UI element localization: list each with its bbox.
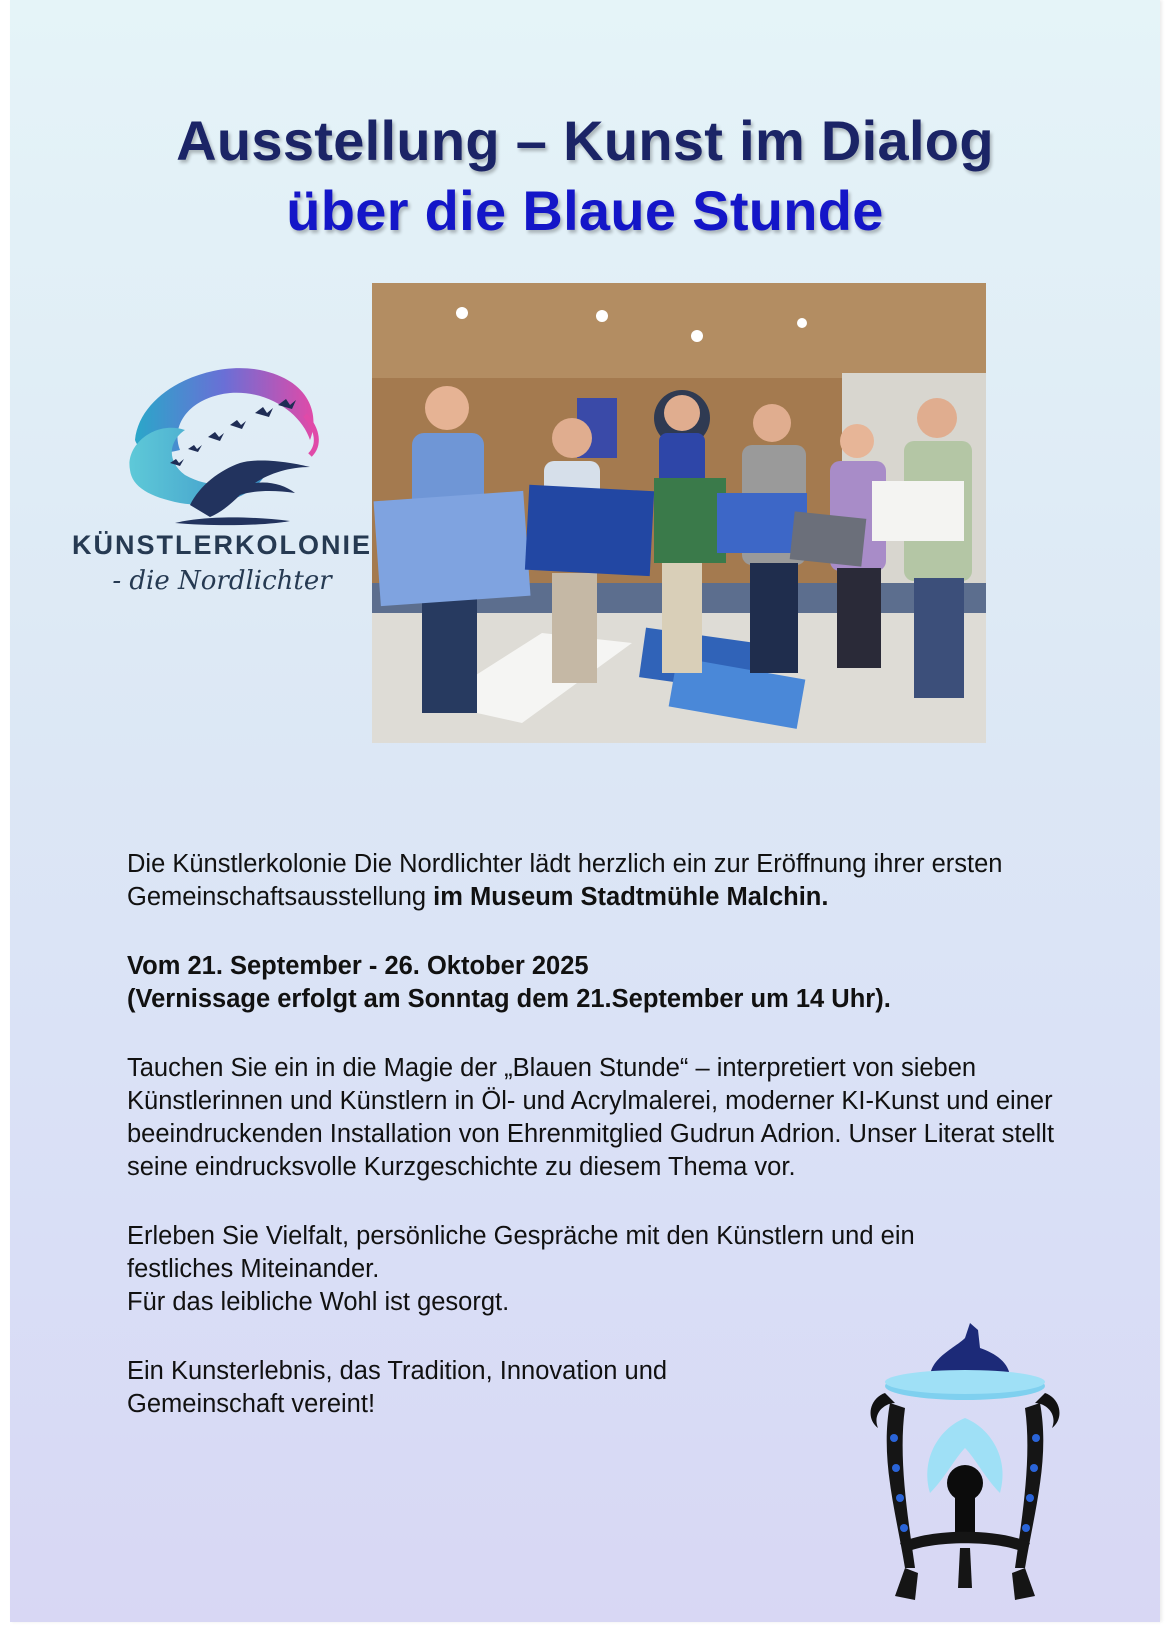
magic-paragraph: Tauchen Sie ein in die Magie der „Blauen Stunde“ – interpretiert von sieben Künstlerinnen und Künstlern in Öl- und Acrylmalerei, moderner KI-Kunst und einer beeindruckenden Installation von Ehrenmitglied Gudrun Adrion. Unser Literat stellt seine eindrucksvolle Kurzgeschichte zu diesem Thema vor. (127, 1054, 1055, 1181)
catering-text: Für das leibliche Wohl ist gesorgt. (127, 1288, 510, 1316)
logo-name: KÜNSTLERKOLONIE (72, 530, 372, 560)
experience-paragraph (127, 1220, 1087, 1319)
logo-subtitle: - die Nordlichter (112, 566, 332, 596)
vernissage-info: (Vernissage erfolgt am Sonntag dem 21.September um 14 Uhr). (127, 985, 891, 1013)
intro-text: Die Künstlerkolonie Die Nordlichter lädt herzlich ein zur Eröffnung ihrer ersten Gemeinschaftsausstellung (127, 850, 1003, 911)
intro-location: im Museum Stadtmühle Malchin. (433, 883, 829, 911)
dates-paragraph (127, 950, 1087, 1016)
flyer-page (10, 0, 1160, 1622)
horse-pedestal-icon (860, 1318, 1070, 1608)
closing-line-2: Gemeinschaft vereint! (127, 1390, 376, 1418)
intro-paragraph (127, 848, 1087, 914)
closing-line-1: Ein Kunsterlebnis, das Tradition, Innovation und (127, 1357, 668, 1385)
exhibition-dates: Vom 21. September - 26. Oktober 2025 (127, 952, 589, 980)
group-photo (372, 283, 986, 743)
experience-text: Erleben Sie Vielfalt, persönliche Gespräche mit den Künstlern und ein festliches Miteinander. (127, 1222, 915, 1283)
page-title: Ausstellung – Kunst im Dialog (176, 109, 994, 172)
page-subtitle: über die Blaue Stunde (286, 179, 884, 242)
